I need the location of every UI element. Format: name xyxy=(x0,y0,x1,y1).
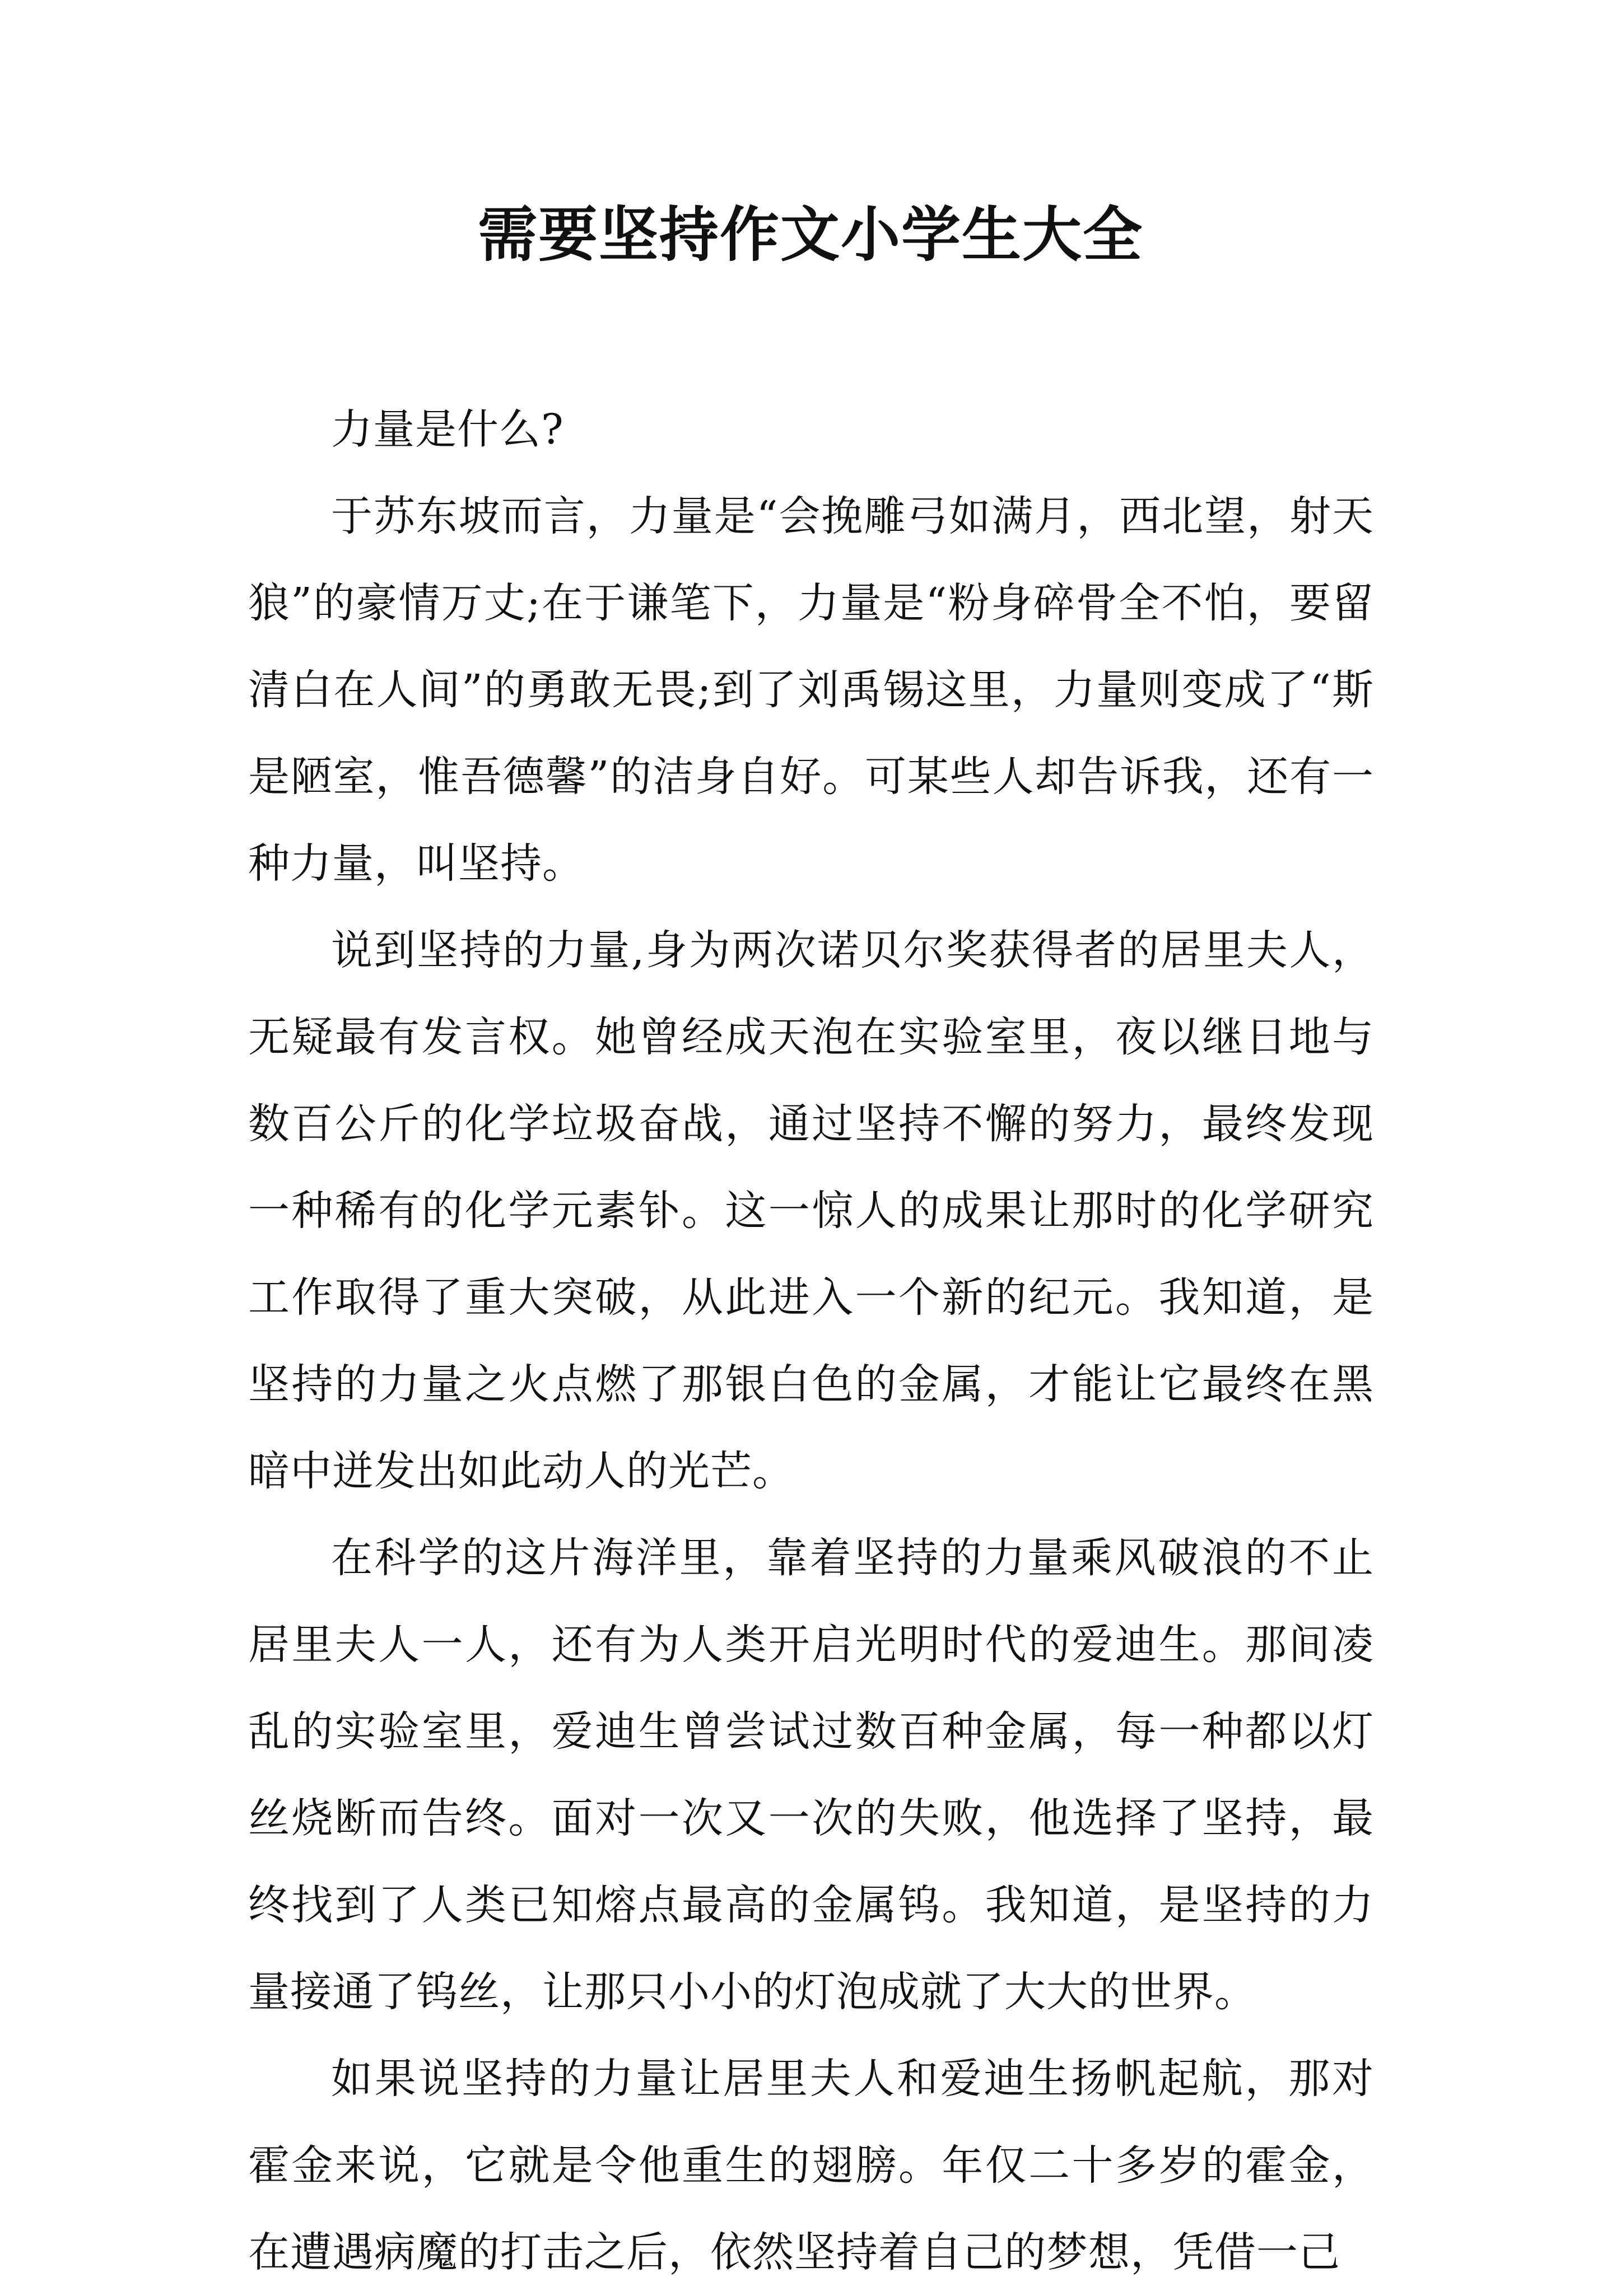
paragraph-2: 于苏东坡而言，力量是“会挽雕弓如满月，西北望，射天狼”的豪情万丈;在于谦笔下，力量是“粉身碎骨全不怕，要留清白在人间”的勇敢无畏;到了刘禹锡这里，力量则变成了“斯是陋室，惟吾德馨”的洁身自好。可某些人却告诉我，还有一种力量，叫坚持。 xyxy=(248,492,1374,888)
paragraph-1: 力量是什么? xyxy=(331,405,564,454)
paragraph-5: 如果说坚持的力量让居里夫人和爱迪生扬帆起航，那对霍金来说，它就是令他重生的翅膀。年仅二十多岁的霍金，在遭遇病魔的打击之后，依然坚持着自己的梦想，凭借一己 xyxy=(248,2055,1374,2276)
paragraph-3: 说到坚持的力量,身为两次诺贝尔奖获得者的居里夫人，无疑最有发言权。她曾经成天泡在实验室里，夜以继日地与数百公斤的化学垃圾奋战，通过坚持不懈的努力，最终发现一种稀有的化学元素钋。这一惊人的成果让那时的化学研究工作取得了重大突破，从此进入一个新的纪元。我知道，是坚持的力量之火点燃了那银白色的金属，才能让它最终在黑暗中迸发出如此动人的光芒。 xyxy=(248,926,1374,1495)
paragraph-4: 在科学的这片海洋里，靠着坚持的力量乘风破浪的不止居里夫人一人，还有为人类开启光明时代的爱迪生。那间凌乱的实验室里，爱迪生曾尝试过数百种金属，每一种都以灯丝烧断而告终。面对一次又一次的失败，他选择了坚持，最终找到了人类已知熔点最高的金属钨。我知道，是坚持的力量接通了钨丝，让那只小小的灯泡成就了大大的世界。 xyxy=(248,1534,1374,2016)
document-title: 需要坚持作文小学生大全 xyxy=(478,200,1143,269)
document-body xyxy=(248,386,1374,2296)
